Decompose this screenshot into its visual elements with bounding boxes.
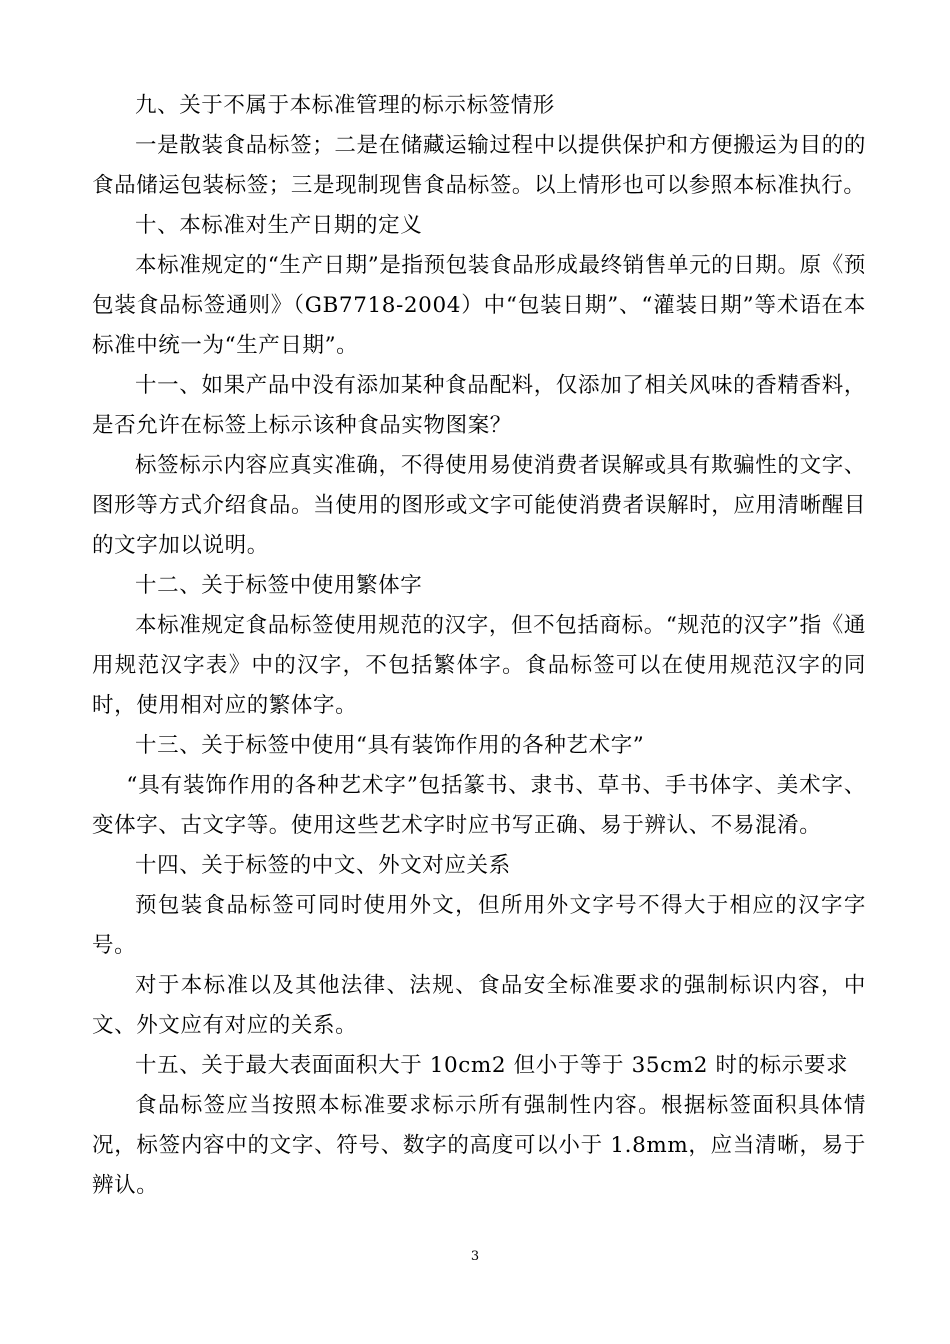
section-body-14-a: 预包装食品标签可同时使用外文，但所用外文字号不得大于相应的汉字字号。 xyxy=(92,893,866,958)
section-heading-13: 十三、关于标签中使用“具有装饰作用的各种艺术字” xyxy=(135,733,645,758)
section-heading-12: 十二、关于标签中使用繁体字 xyxy=(135,573,423,598)
section-body-13: “具有装饰作用的各种艺术字”包括篆书、隶书、草书、手书体字、美术字、变体字、古文字等。使用这些艺术字时应书写正确、易于辨认、不易混淆。 xyxy=(92,773,866,838)
document-body xyxy=(92,86,866,1206)
section-heading-15: 十五、关于最大表面面积大于 10cm2 但小于等于 35cm2 时的标示要求 xyxy=(135,1053,849,1078)
section-heading-9: 九、关于不属于本标准管理的标示标签情形 xyxy=(135,93,555,118)
section-body-15: 食品标签应当按照本标准要求标示所有强制性内容。根据标签面积具体情况，标签内容中的文字、符号、数字的高度可以小于 1.8mm，应当清晰，易于辨认。 xyxy=(92,1093,866,1198)
section-body-10: 本标准规定的“生产日期”是指预包装食品形成最终销售单元的日期。原《预包装食品标签通则》（GB7718-2004）中“包装日期”、“灌装日期”等术语在本标准中统一为“生产日期”。 xyxy=(92,253,866,358)
section-heading-10: 十、本标准对生产日期的定义 xyxy=(135,213,423,238)
section-heading-11: 十一、如果产品中没有添加某种食品配料，仅添加了相关风味的香精香料，是否允许在标签上标示该种食品实物图案？ xyxy=(92,373,866,438)
section-body-12: 本标准规定食品标签使用规范的汉字，但不包括商标。“规范的汉字”指《通用规范汉字表》中的汉字，不包括繁体字。食品标签可以在使用规范汉字的同时，使用相对应的繁体字。 xyxy=(92,613,866,718)
section-body-14-b: 对于本标准以及其他法律、法规、食品安全标准要求的强制标识内容，中文、外文应有对应的关系。 xyxy=(92,973,866,1038)
section-body-11: 标签标示内容应真实准确，不得使用易使消费者误解或具有欺骗性的文字、图形等方式介绍食品。当使用的图形或文字可能使消费者误解时，应用清晰醒目的文字加以说明。 xyxy=(92,453,866,558)
page-number: 3 xyxy=(470,1249,480,1264)
section-body-9: 一是散装食品标签；二是在储藏运输过程中以提供保护和方便搬运为目的的食品储运包装标签；三是现制现售食品标签。以上情形也可以参照本标准执行。 xyxy=(92,133,866,198)
section-heading-14: 十四、关于标签的中文、外文对应关系 xyxy=(135,853,511,878)
